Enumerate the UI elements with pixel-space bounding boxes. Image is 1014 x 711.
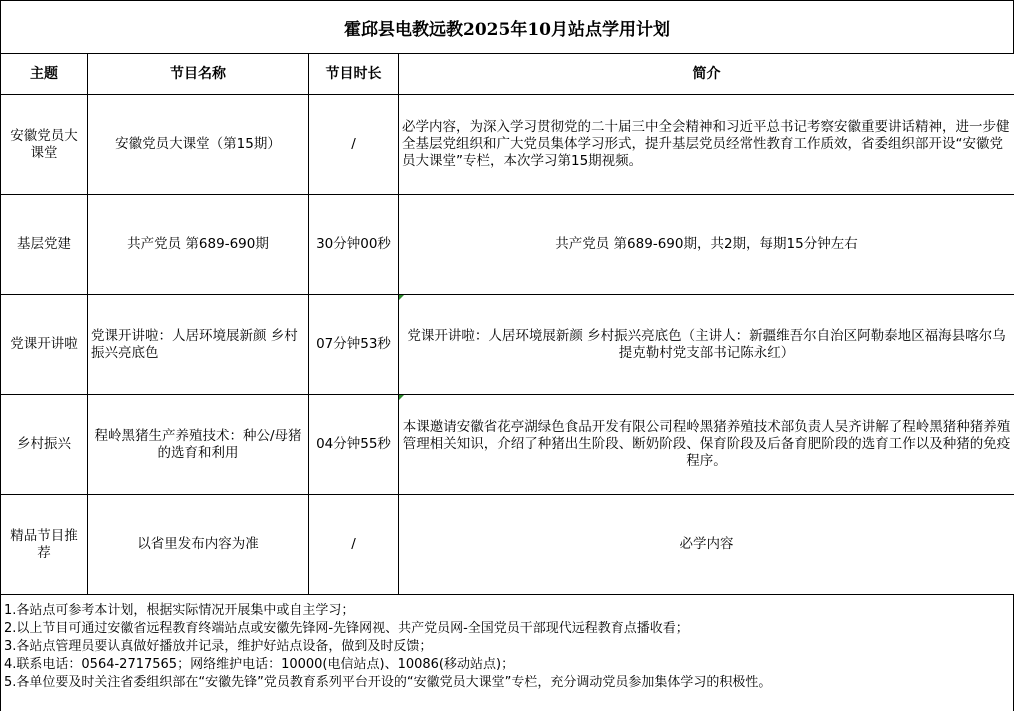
notes-section: [0, 594, 1014, 711]
cell-intro: 必学内容: [399, 495, 1014, 595]
header-duration: 节目时长: [309, 54, 399, 95]
table-header-row: [1, 54, 1014, 95]
cell-intro-text: 本课邀请安徽省花亭湖绿色食品开发有限公司程岭黑猪养殖技术部负责人吴齐讲解了程岭黑猪种猪养殖管理相关知识，介绍了种猪出生阶段、断奶阶段、保育阶段及后备育肥阶段的选育工作以及种猪的免疫程序。: [402, 419, 1011, 469]
cell-intro: 必学内容，为深入学习贯彻党的二十届三中全会精神和习近平总书记考察安徽重要讲话精神，进一步健全基层党组织和广大党员集体学习形式，提升基层党员经常性教育工作质效，省委组织部开设“安徽党员大课堂”专栏，本次学习第15期视频。: [399, 95, 1014, 195]
cell-intro-text: 党课开讲啦：人居环境展新颜 乡村振兴亮底色（主讲人：新疆维吾尔自治区阿勒泰地区福海县喀尔乌提克勒村党支部书记陈永红）: [407, 327, 1006, 361]
plan-title: 霍邱县电教远教2025年10月站点学用计划: [0, 0, 1014, 53]
table-row: [1, 95, 1014, 195]
cell-program: 党课开讲啦：人居环境展新颜 乡村振兴亮底色: [88, 295, 309, 395]
cell-intro: [399, 295, 1014, 395]
cell-topic: 精品节目推荐: [1, 495, 88, 595]
cell-duration: 07分钟53秒: [309, 295, 399, 395]
cell-topic: 安徽党员大课堂: [1, 95, 88, 195]
note-item: 3.各站点管理员要认真做好播放并记录，维护好站点设备，做到及时反馈；: [4, 639, 433, 654]
cell-duration: /: [309, 495, 399, 595]
header-program: 节目名称: [88, 54, 309, 95]
table-row: [1, 295, 1014, 395]
header-topic: 主题: [1, 54, 88, 95]
cell-program: 程岭黑猪生产养殖技术：种公/母猪的选育和利用: [88, 395, 309, 495]
plan-table: [0, 53, 1014, 595]
cell-topic: 乡村振兴: [1, 395, 88, 495]
table-row: [1, 395, 1014, 495]
cell-duration: 04分钟55秒: [309, 395, 399, 495]
note-item: 2.以上节目可通过安徽省远程教育终端站点或安徽先锋网-先锋网视、共产党员网-全国党员干部现代远程教育点播收看；: [4, 621, 689, 636]
cell-duration: /: [309, 95, 399, 195]
note-item: 4.联系电话：0564-2717565；网络维护电话：10000(电信站点)、10086(移动站点)；: [4, 657, 515, 672]
comment-indicator-icon: [399, 395, 404, 400]
cell-topic: 基层党建: [1, 195, 88, 295]
note-item: 5.各单位要及时关注省委组织部在“安徽先锋”党员教育系列平台开设的“安徽党员大课堂”专栏，充分调动党员参加集体学习的积极性。: [4, 675, 772, 690]
cell-intro: 共产党员 第689-690期，共2期，每期15分钟左右: [399, 195, 1014, 295]
note-item: 1.各站点可参考本计划，根据实际情况开展集中或自主学习；: [4, 603, 355, 618]
table-row: [1, 495, 1014, 595]
cell-duration: 30分钟00秒: [309, 195, 399, 295]
table-row: [1, 195, 1014, 295]
comment-indicator-icon: [399, 295, 404, 300]
cell-program: 共产党员 第689-690期: [88, 195, 309, 295]
cell-topic: 党课开讲啦: [1, 295, 88, 395]
cell-program: 以省里发布内容为准: [88, 495, 309, 595]
cell-intro: [399, 395, 1014, 495]
cell-program: 安徽党员大课堂（第15期）: [88, 95, 309, 195]
header-intro: 简介: [399, 54, 1014, 95]
